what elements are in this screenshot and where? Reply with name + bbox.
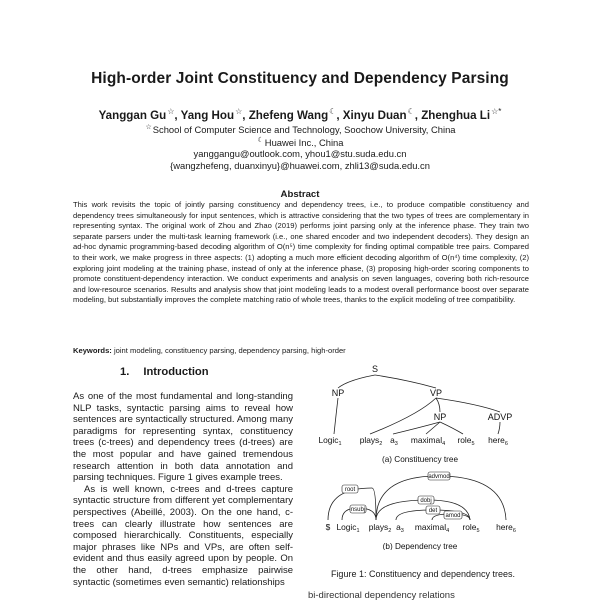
author: Zhefeng Wang☾, (248, 107, 343, 122)
dependency-words (326, 522, 516, 534)
word-token: maximal$_4$ (414, 522, 450, 534)
word-token: here$_6$ (496, 522, 516, 534)
figure-1 (308, 360, 538, 550)
word-token: plays$_2$ (359, 435, 383, 447)
nonterminal-label: NP (331, 388, 345, 398)
word-token: $a_3$ (396, 522, 404, 534)
nonterminal-label: VP (429, 388, 443, 398)
author: Yanggan Gu☆, (98, 107, 181, 122)
tree-edge (436, 398, 500, 412)
dep-label: advmod (428, 474, 450, 480)
dep-label: nsubj (350, 507, 366, 513)
keywords (73, 346, 533, 355)
subfigure-caption: (b) Dependency tree (382, 542, 458, 550)
dependency-arcs (328, 476, 506, 520)
word-token: maximal$_4$ (410, 435, 446, 447)
word-token: Logic$_1$ (318, 435, 342, 447)
email-line: yanggangu@outlook.com, yhou1@stu.suda.edu.cn (193, 148, 407, 159)
figure-caption: Figure 1: Constituency and dependency trees. (330, 569, 516, 579)
author: Zhenghua Li☆* (421, 107, 502, 122)
author-list (0, 107, 600, 122)
tree-edge (498, 422, 500, 434)
word-token: role$_5$ (462, 522, 480, 534)
paper-title: High-order Joint Constituency and Dependency Parsing (91, 70, 509, 87)
tree-edge (370, 398, 436, 434)
dependency-arc (376, 476, 506, 520)
intro-column (73, 391, 293, 588)
tree-edge (436, 398, 440, 412)
abstract-heading: Abstract (280, 189, 320, 200)
word-token: plays$_2$ (368, 522, 392, 534)
keywords-text: joint modeling, constituency parsing, dependency parsing, high-order (113, 346, 346, 355)
tree-edge (375, 375, 436, 388)
affiliation-line: ☾Huawei Inc., China (257, 137, 344, 149)
word-token: $a_3$ (390, 435, 398, 447)
dep-label: root (344, 487, 356, 493)
dep-label: amod (445, 513, 461, 519)
dep-label: det (428, 508, 438, 514)
word-token: role$_5$ (457, 435, 475, 447)
nonterminal-label: S (371, 364, 379, 374)
intro-paragraph: As one of the most fundamental and long-standing NLP tasks, syntactic parsing aims to reveal how sentences are syntactically structured. Among many paradigms for representing syntax, constituency trees (c-trees) and dependency trees (d-trees) are the most popular and have gained tremendous research attention in both data annotation and parsing techniques. Figure 1 gives example trees. (73, 391, 293, 484)
dep-label: dobj (420, 498, 432, 504)
figure-1-svg (308, 360, 538, 550)
nonterminal-label: NP (433, 412, 447, 422)
right-column-fragment: bi-directional dependency relations (308, 590, 455, 600)
intro-paragraph: As is well known, c-trees and d-trees capture syntactic structure from different yet complementary perspectives (Abeillé, 2003). On the one hand, c-trees can clearly illustrate how sentences are composed hierarchically. Constituents, especially major phrases like NPs and VPs, are often self-evident and thus easily agreed upon by people. On the other hand, d-trees emphasize pairwise syntactic (sometimes even semantic) relationships (73, 483, 293, 588)
author: Yang Hou☆, (180, 107, 249, 122)
constituency-tree (331, 375, 500, 434)
root-token: $ (325, 522, 331, 532)
nonterminal-label: ADVP (487, 412, 513, 422)
subfigure-caption: (a) Constituency tree (382, 455, 458, 464)
constituency-words (318, 435, 507, 447)
section-heading: 1. Introduction (120, 366, 209, 378)
tree-edge (440, 422, 463, 434)
tree-edge (338, 375, 375, 388)
keywords-label: Keywords: (73, 346, 112, 355)
word-token: here$_6$ (488, 435, 508, 447)
email-line: {wangzhefeng, duanxinyu}@huawei.com, zhli13@suda.edu.cn (170, 160, 430, 171)
author: Xinyu Duan☾, (342, 107, 422, 122)
affiliation-line: ☆School of Computer Science and Technology, Soochow University, China (145, 124, 456, 136)
word-token: Logic$_1$ (336, 522, 360, 534)
abstract-text: This work revisits the topic of jointly parsing constituency and dependency trees, i.e., to produce compatible constituency and dependency trees simultaneously for input sentences, which is attractive considering that the two types of trees are complementary in representing syntax. The original work of Zhou and Zhao (2019) performs joint parsing only at the inference phase. They train two separate parsers under the multi-task learning framework (i.e., one shared encoder and two independent decoders). They design an ad-hoc dynamic programming-based decoding algorithm of O(n⁵) time complexity for finding optimal compatible tree pairs. Compared to their work, we make progress in three aspects: (1) adopting a much more efficient decoding algorithm of O(n⁴) time complexity, (2) exploring joint modeling at the training phase, instead of only at the inference phase, (3) proposing high-order scoring components to promote constituent-dependency interaction. We conduct experiments and analysis on seven languages, covering both rich-resource and low-resource scenarios. Results and analysis show that joint modeling leads to a modest overall performance boost over separate modeling, but substantially improves the complete matching ratio of whole trees, thanks to the explicit modeling of tree compatibility. (73, 200, 529, 305)
tree-edge (334, 398, 338, 434)
